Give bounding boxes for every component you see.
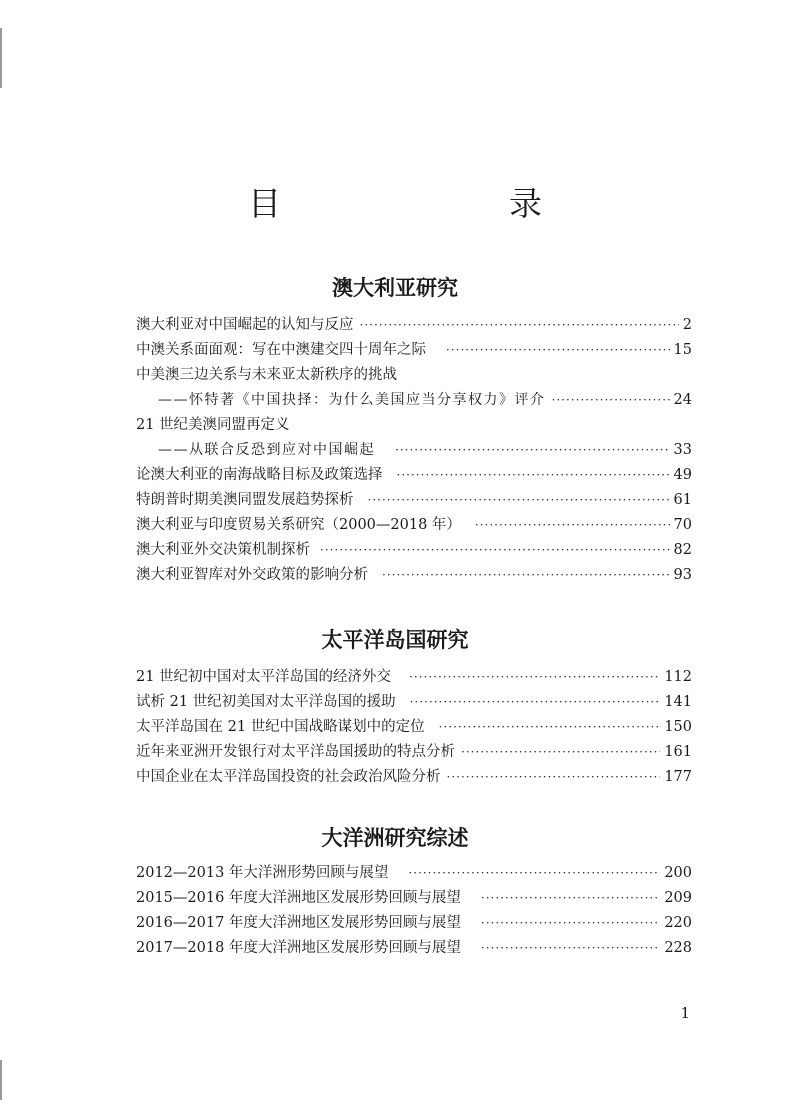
- entry-page: 220: [664, 915, 692, 931]
- toc-list-oceania-review: [136, 858, 692, 958]
- entry-page: 141: [664, 694, 692, 710]
- toc-entry[interactable]: [136, 310, 692, 335]
- margin-mark-bottom: [0, 1060, 2, 1100]
- entry-title: 中国企业在太平洋岛国投资的社会政治风险分析: [136, 769, 441, 785]
- entry-page: 93: [673, 567, 692, 583]
- entry-page: 209: [664, 890, 692, 906]
- leader-dots: [461, 742, 660, 762]
- entry-title: 21 世纪美澳同盟再定义: [136, 417, 290, 433]
- toc-subentry[interactable]: [136, 385, 692, 410]
- toc-list-australia: [136, 310, 692, 585]
- leader-dots: [481, 888, 660, 908]
- entry-page: 161: [664, 744, 692, 760]
- entry-title: 澳大利亚对中国崛起的认知与反应: [136, 317, 354, 333]
- entry-title: 澳大利亚与印度贸易关系研究（2000—2018 年）: [136, 517, 461, 533]
- entry-subtitle: ——怀特著《中国抉择：为什么美国应当分享权力》评介: [158, 392, 546, 408]
- toc-entry[interactable]: [136, 933, 692, 958]
- entry-page: 177: [664, 769, 692, 785]
- toc-entry[interactable]: [136, 687, 692, 712]
- section-title-oceania-review: 大洋洲研究综述: [321, 825, 469, 850]
- entry-page: 24: [673, 392, 692, 408]
- entry-title: 中美澳三边关系与未来亚太新秩序的挑战: [136, 367, 397, 383]
- leader-dots: [360, 315, 679, 335]
- entry-title: 试析 21 世纪初美国对太平洋岛国的援助: [136, 694, 396, 710]
- entry-page: 15: [673, 342, 692, 358]
- leader-dots: [395, 440, 670, 460]
- toc-entry[interactable]: [136, 560, 692, 585]
- entry-title: 特朗普时期美澳同盟发展趋势探析: [136, 492, 354, 508]
- toc-entry[interactable]: [136, 510, 692, 535]
- toc-entry[interactable]: [136, 662, 692, 687]
- toc-entry[interactable]: [136, 908, 692, 933]
- entry-page: 82: [673, 542, 692, 558]
- entry-title: 澳大利亚外交决策机制探析: [136, 542, 310, 558]
- entry-page: 70: [673, 517, 692, 533]
- entry-title: 2015—2016 年度大洋洲地区发展形势回顾与展望: [136, 890, 461, 906]
- toc-entry[interactable]: [136, 535, 692, 560]
- toc-list-pacific-islands: [136, 662, 692, 787]
- entry-title: 中澳关系面面观：写在中澳建交四十周年之际: [136, 342, 426, 358]
- leader-dots: [447, 767, 661, 787]
- entry-page: 150: [664, 719, 692, 735]
- entry-page: 2: [682, 317, 692, 333]
- entry-title: 太平洋岛国在 21 世纪中国战略谋划中的定位: [136, 719, 425, 735]
- toc-entry[interactable]: [136, 858, 692, 883]
- leader-dots: [409, 667, 660, 687]
- entry-page: 61: [673, 492, 692, 508]
- section-title-pacific-islands: 太平洋岛国研究: [321, 627, 469, 652]
- leader-dots: [410, 692, 661, 712]
- page-title: 目 录: [248, 184, 596, 223]
- toc-entry[interactable]: [136, 883, 692, 908]
- leader-dots: [320, 540, 670, 560]
- leader-dots: [368, 490, 670, 510]
- toc-entry[interactable]: [136, 485, 692, 510]
- leader-dots: [552, 390, 670, 410]
- leader-dots: [446, 340, 670, 360]
- toc-entry[interactable]: [136, 410, 692, 435]
- margin-mark-top: [0, 28, 2, 88]
- toc-entry[interactable]: [136, 762, 692, 787]
- leader-dots: [481, 913, 660, 933]
- leader-dots: [382, 565, 670, 585]
- leader-dots: [481, 938, 660, 958]
- leader-dots: [408, 863, 660, 883]
- entry-page: 112: [664, 669, 692, 685]
- entry-page: 33: [673, 442, 692, 458]
- toc-entry[interactable]: [136, 460, 692, 485]
- entry-title: 2017—2018 年度大洋洲地区发展形势回顾与展望: [136, 940, 461, 956]
- toc-entry[interactable]: [136, 335, 692, 360]
- entry-page: 49: [673, 467, 692, 483]
- entry-subtitle: ——从联合反恐到应对中国崛起: [158, 442, 375, 458]
- entry-title: 论澳大利亚的南海战略目标及政策选择: [136, 467, 383, 483]
- entry-page: 200: [664, 865, 692, 881]
- toc-entry[interactable]: [136, 737, 692, 762]
- leader-dots: [475, 515, 670, 535]
- entry-title: 澳大利亚智库对外交政策的影响分析: [136, 567, 368, 583]
- entry-title: 近年来亚洲开发银行对太平洋岛国援助的特点分析: [136, 744, 455, 760]
- toc-subentry[interactable]: [136, 435, 692, 460]
- section-title-australia: 澳大利亚研究: [332, 275, 458, 300]
- entry-page: 228: [664, 940, 692, 956]
- entry-title: 2016—2017 年度大洋洲地区发展形势回顾与展望: [136, 915, 461, 931]
- entry-title: 21 世纪初中国对太平洋岛国的经济外交: [136, 669, 392, 685]
- page-number: 1: [680, 1004, 690, 1022]
- toc-entry[interactable]: [136, 360, 692, 385]
- leader-dots: [397, 465, 670, 485]
- toc-entry[interactable]: [136, 712, 692, 737]
- entry-title: 2012—2013 年大洋洲形势回顾与展望: [136, 865, 389, 881]
- leader-dots: [439, 717, 661, 737]
